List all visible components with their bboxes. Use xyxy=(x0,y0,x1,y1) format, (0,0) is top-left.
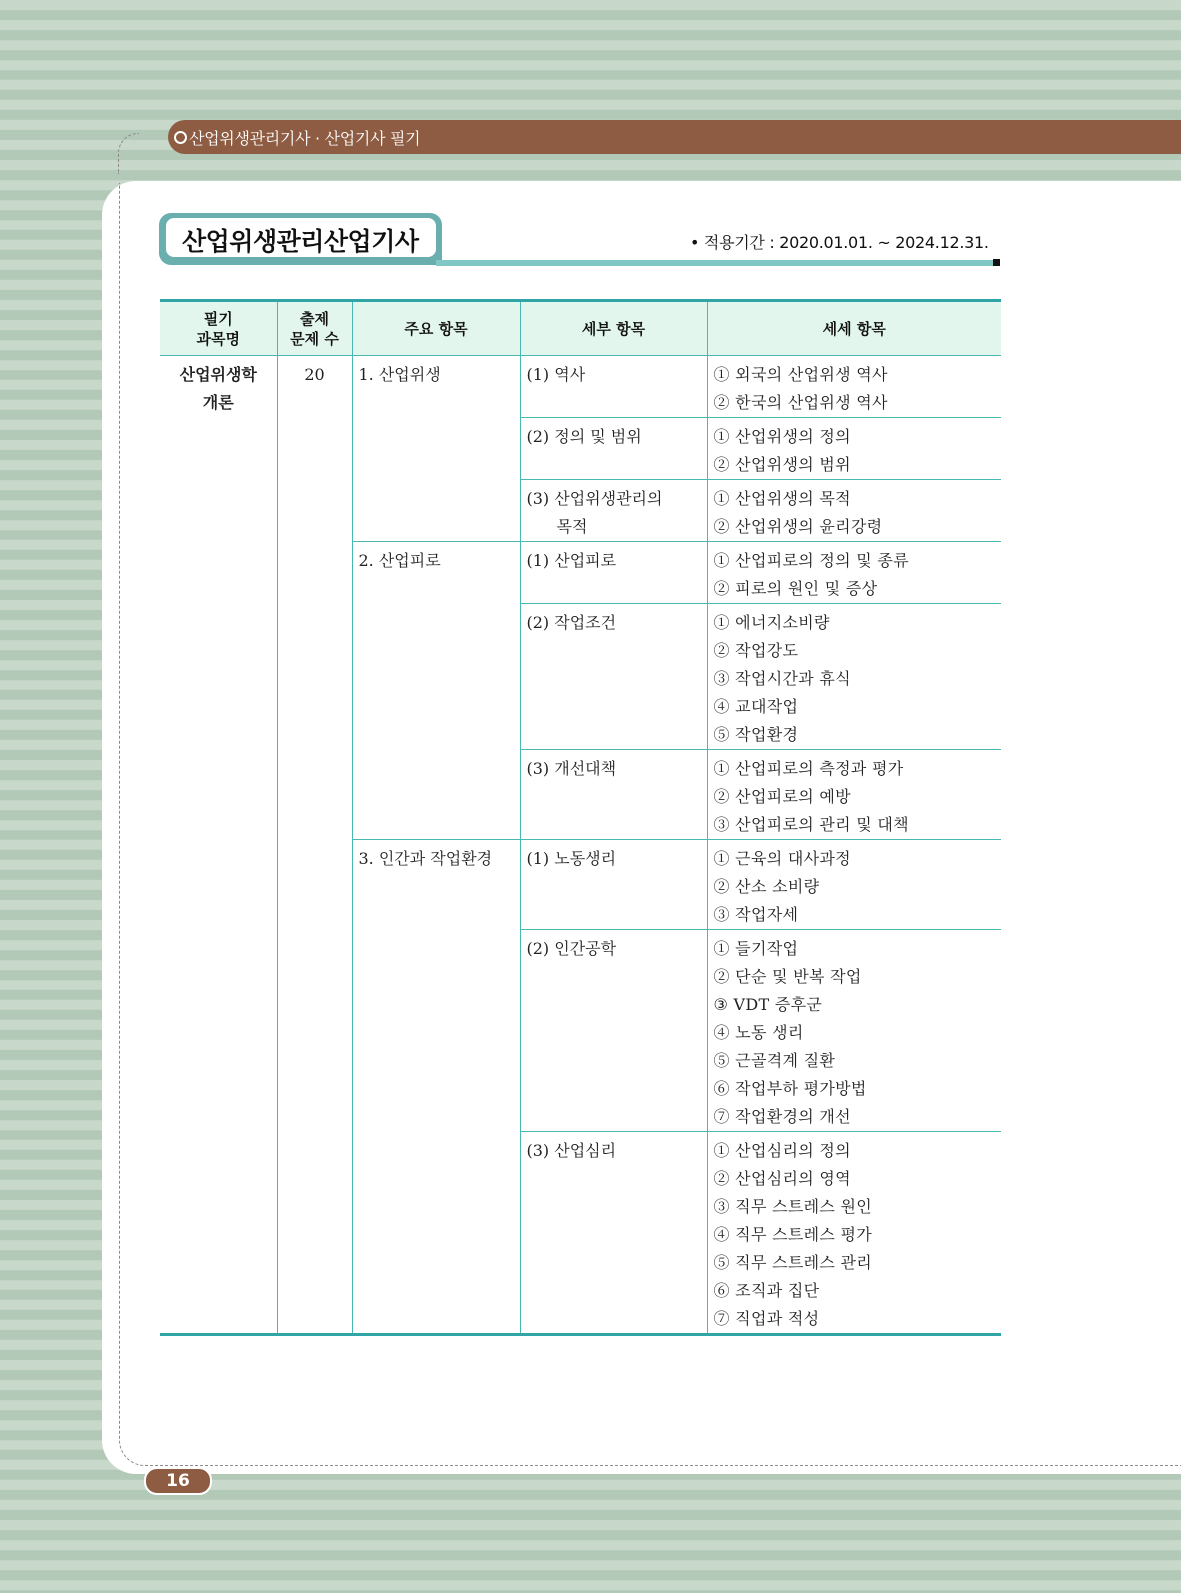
detail-cell xyxy=(707,930,1001,1132)
detail-line: ⑥ 작업부하 평가방법 xyxy=(713,1079,867,1098)
sub-item-cell: (2) 인간공학 xyxy=(520,930,707,1132)
subject-cell: 산업위생학 개론 xyxy=(179,365,257,412)
header-detail-item: 세세 항목 xyxy=(707,301,1001,356)
sub-item-cell: (1) 산업피로 xyxy=(520,542,707,604)
detail-cell xyxy=(707,356,1001,418)
exam-criteria-table xyxy=(160,299,1001,1336)
detail-line: ⑥ 조직과 집단 xyxy=(713,1281,820,1300)
header-question-count: 출제 문제 수 xyxy=(277,301,352,356)
sub-item-cell: (3) 산업심리 xyxy=(520,1132,707,1335)
sub-item-cell: (3) 산업위생관리의 목적 xyxy=(520,480,707,542)
detail-line: ③ 산업피로의 관리 및 대책 xyxy=(713,815,909,834)
detail-cell xyxy=(707,1132,1001,1335)
detail-line: ④ 교대작업 xyxy=(713,697,799,716)
title-underline-end-mark xyxy=(993,259,1000,266)
sub-item-cell: (1) 노동생리 xyxy=(520,840,707,930)
detail-line: ① 산업심리의 정의 xyxy=(713,1141,851,1160)
detail-line: ⑤ 직무 스트레스 관리 xyxy=(713,1253,873,1272)
detail-line: ① 산업위생의 목적 xyxy=(713,489,851,508)
detail-line: ① 외국의 산업위생 역사 xyxy=(713,365,888,384)
detail-line: ③ 직무 스트레스 원인 xyxy=(713,1197,873,1216)
detail-line: ① 산업위생의 정의 xyxy=(713,427,851,446)
table-header-row xyxy=(160,301,1001,356)
bullet-dot-icon xyxy=(174,131,187,144)
detail-line: ② 산업피로의 예방 xyxy=(713,787,851,806)
detail-line: ② 산업심리의 영역 xyxy=(713,1169,851,1188)
main-item-cell: 2. 산업피로 xyxy=(352,542,520,840)
detail-cell xyxy=(707,542,1001,604)
main-item-cell: 3. 인간과 작업환경 xyxy=(352,840,520,1335)
header-subject: 필기 과목명 xyxy=(160,301,277,356)
detail-line: ① 에너지소비량 xyxy=(713,613,830,632)
page-number-badge xyxy=(144,1467,212,1495)
detail-line: ① 들기작업 xyxy=(713,939,799,958)
detail-line: ⑦ 직업과 적성 xyxy=(713,1309,820,1328)
sub-item-cell: (3) 개선대책 xyxy=(520,750,707,840)
detail-line: ① 산업피로의 측정과 평가 xyxy=(713,759,904,778)
detail-cell xyxy=(707,750,1001,840)
title-underline xyxy=(436,260,996,266)
running-header xyxy=(168,120,1181,154)
detail-line: ① 산업피로의 정의 및 종류 xyxy=(713,551,909,570)
detail-line: ② 산업위생의 범위 xyxy=(713,455,851,474)
detail-cell xyxy=(707,604,1001,750)
detail-cell xyxy=(707,418,1001,480)
detail-line: ③ 작업시간과 휴식 xyxy=(713,669,851,688)
detail-line: ⑦ 작업환경의 개선 xyxy=(713,1107,851,1126)
detail-line: ⑤ 근골격계 질환 xyxy=(713,1051,836,1070)
table-row xyxy=(160,356,1001,418)
application-period: • 적용기간 : 2020.01.01. ~ 2024.12.31. xyxy=(690,233,989,252)
detail-line: ④ 노동 생리 xyxy=(713,1023,804,1042)
sub-item-cell: (2) 정의 및 범위 xyxy=(520,418,707,480)
detail-line: ③ 작업자세 xyxy=(713,905,799,924)
detail-line: ② 단순 및 반복 작업 xyxy=(713,967,862,986)
sub-item-cell: (1) 역사 xyxy=(520,356,707,418)
detail-cell xyxy=(707,480,1001,542)
header-main-item: 주요 항목 xyxy=(352,301,520,356)
page-number: 16 xyxy=(166,1471,190,1491)
detail-line: ② 산소 소비량 xyxy=(713,877,820,896)
detail-line: ① 근육의 대사과정 xyxy=(713,849,851,868)
sub-item-cell: (2) 작업조건 xyxy=(520,604,707,750)
main-item-cell: 1. 산업위생 xyxy=(352,356,520,542)
header-sub-item: 세부 항목 xyxy=(520,301,707,356)
detail-line: ③ VDT 증후군 xyxy=(713,995,823,1014)
header-guide-line xyxy=(118,133,139,174)
detail-line: ⑤ 작업환경 xyxy=(713,725,799,744)
detail-line: ④ 직무 스트레스 평가 xyxy=(713,1225,873,1244)
running-header-text: 산업위생관리기사 · 산업기사 필기 xyxy=(189,129,421,148)
page-title: 산업위생관리산업기사 xyxy=(182,227,419,256)
detail-line: ② 작업강도 xyxy=(713,641,799,660)
detail-line: ② 피로의 원인 및 증상 xyxy=(713,579,878,598)
question-count-cell: 20 xyxy=(277,356,352,1335)
detail-cell xyxy=(707,840,1001,930)
detail-line: ② 한국의 산업위생 역사 xyxy=(713,393,888,412)
detail-line: ② 산업위생의 윤리강령 xyxy=(713,517,883,536)
